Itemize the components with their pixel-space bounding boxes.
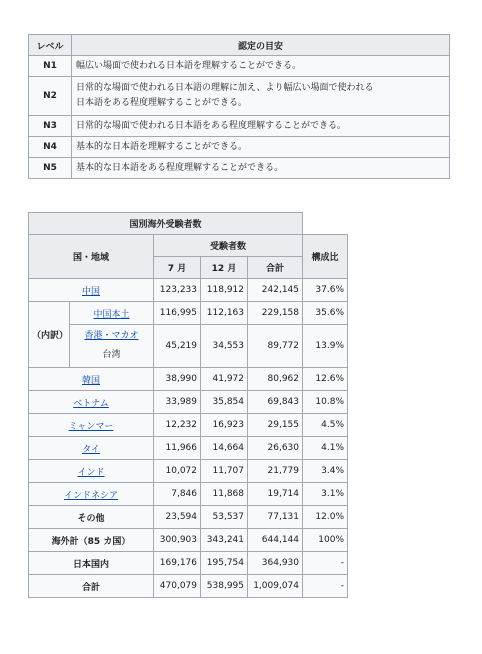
table-row: [29, 368, 348, 391]
criteria-cell: [72, 158, 450, 179]
ratio-cell: -: [303, 552, 348, 575]
ratio-cell: 3.4%: [303, 460, 348, 483]
december-cell: 11,707: [201, 460, 248, 483]
levels-table-body: [29, 56, 450, 179]
ratio-cell: 10.8%: [303, 391, 348, 414]
criteria-line: 基本的な日本語を理解することができる。: [76, 141, 248, 152]
header-row-1: [29, 235, 348, 257]
caption-row: [29, 213, 348, 235]
region-header: 国・地域: [29, 235, 154, 279]
december-cell: 53,537: [201, 506, 248, 529]
ratio-cell: 4.5%: [303, 414, 348, 437]
table-row-hk-macao-taiwan: [29, 325, 348, 368]
total-cell: 77,131: [248, 506, 303, 529]
total-cell: 19,714: [248, 483, 303, 506]
level-cell: N3: [29, 116, 72, 137]
japan-label: 日本国内: [29, 552, 154, 575]
ratio-cell: 37.6%: [303, 279, 348, 302]
july-cell: 12,232: [154, 414, 201, 437]
december-cell: 195,754: [201, 552, 248, 575]
criteria-cell: [72, 116, 450, 137]
december-cell: 14,664: [201, 437, 248, 460]
total-cell: 80,962: [248, 368, 303, 391]
total-header: 合計: [248, 257, 303, 279]
country-cell: [29, 460, 154, 483]
july-header: 7 月: [154, 257, 201, 279]
december-cell: 343,241: [201, 529, 248, 552]
criteria-line: 日本語をある程度理解することができる。: [76, 98, 248, 108]
july-cell: 11,966: [154, 437, 201, 460]
july-cell: 116,995: [154, 302, 201, 325]
levels-header-row: [29, 35, 450, 56]
ratio-cell: 13.9%: [303, 325, 348, 368]
total-cell: 69,843: [248, 391, 303, 414]
breakdown-label: （内訳）: [29, 302, 70, 368]
july-cell: 23,594: [154, 506, 201, 529]
country-cell: [29, 483, 154, 506]
level-row: [29, 77, 450, 116]
total-cell: 1,009,074: [248, 575, 303, 598]
criteria-cell: [72, 56, 450, 77]
table-row-mainland: [29, 302, 348, 325]
table-row: [29, 460, 348, 483]
grand-total-label: 合計: [29, 575, 154, 598]
ratio-cell: 100%: [303, 529, 348, 552]
country-cell: [70, 325, 154, 368]
country-link[interactable]: ベトナム: [73, 398, 109, 409]
country-link-mainland-china[interactable]: 中国本土: [93, 309, 130, 320]
total-cell: 26,630: [248, 437, 303, 460]
table-row-grand-total: [29, 575, 348, 598]
july-cell: 169,176: [154, 552, 201, 575]
december-cell: 34,553: [201, 325, 248, 368]
july-cell: 123,233: [154, 279, 201, 302]
table-row: [29, 437, 348, 460]
level-cell: N4: [29, 137, 72, 158]
criteria-cell: [72, 137, 450, 158]
criteria-cell: [72, 77, 450, 116]
ratio-cell: 12.0%: [303, 506, 348, 529]
country-cell: [29, 368, 154, 391]
ratio-cell: 4.1%: [303, 437, 348, 460]
july-cell: 470,079: [154, 575, 201, 598]
country-link-china[interactable]: 中国: [81, 286, 100, 297]
criteria-column-header: 認定の目安: [72, 35, 450, 56]
ratio-cell: 12.6%: [303, 368, 348, 391]
level-row: [29, 56, 450, 77]
jlpt-levels-table: [28, 34, 450, 179]
overseas-examinees-table: [28, 212, 348, 598]
country-rows: [29, 368, 348, 506]
december-cell: 11,868: [201, 483, 248, 506]
july-cell: 7,846: [154, 483, 201, 506]
table-row-china: [29, 279, 348, 302]
criteria-line: 日常的な場面で使われる日本語をある程度理解することができる。: [76, 120, 347, 131]
country-link[interactable]: インド: [77, 467, 105, 478]
level-cell: N2: [29, 77, 72, 116]
country-cell: [29, 391, 154, 414]
country-cell: [70, 302, 154, 325]
country-cell: [29, 414, 154, 437]
level-row: [29, 116, 450, 137]
december-cell: 35,854: [201, 391, 248, 414]
table-row-other: [29, 506, 348, 529]
total-cell: 364,930: [248, 552, 303, 575]
total-cell: 89,772: [248, 325, 303, 368]
other-label: その他: [29, 506, 154, 529]
table-row-overseas-total: [29, 529, 348, 552]
level-row: [29, 158, 450, 179]
total-cell: 229,158: [248, 302, 303, 325]
table-row: [29, 414, 348, 437]
ratio-cell: -: [303, 575, 348, 598]
july-cell: 33,989: [154, 391, 201, 414]
july-cell: 45,219: [154, 325, 201, 368]
table-caption: 国別海外受験者数: [29, 213, 303, 235]
overseas-total-label: 海外計（85 カ国）: [29, 529, 154, 552]
table-row-japan: [29, 552, 348, 575]
july-cell: 10,072: [154, 460, 201, 483]
criteria-line: 基本的な日本語をある程度理解することができる。: [76, 162, 284, 173]
ratio-cell: 3.1%: [303, 483, 348, 506]
country-cell: [29, 437, 154, 460]
total-cell: 29,155: [248, 414, 303, 437]
december-cell: 118,912: [201, 279, 248, 302]
december-cell: 538,995: [201, 575, 248, 598]
criteria-line: 日常的な場面で使われる日本語の理解に加え、より幅広い場面で使われる: [76, 83, 374, 93]
country-link[interactable]: タイ: [82, 444, 100, 455]
level-cell: N5: [29, 158, 72, 179]
level-row: [29, 137, 450, 158]
total-cell: 644,144: [248, 529, 303, 552]
criteria-line: 幅広い場面で使われる日本語を理解することができる。: [76, 60, 302, 71]
level-cell: N1: [29, 56, 72, 77]
december-cell: 112,163: [201, 302, 248, 325]
taiwan-label: 台湾: [102, 350, 121, 360]
total-cell: 242,145: [248, 279, 303, 302]
country-cell: [29, 279, 154, 302]
july-cell: 300,903: [154, 529, 201, 552]
december-header: 12 月: [201, 257, 248, 279]
total-cell: 21,779: [248, 460, 303, 483]
ratio-cell: 35.6%: [303, 302, 348, 325]
ratio-header: 構成比: [303, 235, 348, 279]
table-row: [29, 483, 348, 506]
country-link[interactable]: ミャンマー: [68, 421, 114, 432]
december-cell: 16,923: [201, 414, 248, 437]
country-link[interactable]: インドネシア: [64, 490, 118, 501]
july-cell: 38,990: [154, 368, 201, 391]
table-row: [29, 391, 348, 414]
country-link[interactable]: 韓国: [81, 375, 100, 386]
level-column-header: レベル: [29, 35, 72, 56]
country-link-hk-macao[interactable]: 香港・マカオ: [84, 331, 139, 341]
december-cell: 41,972: [201, 368, 248, 391]
examinees-header: 受験者数: [154, 235, 303, 257]
